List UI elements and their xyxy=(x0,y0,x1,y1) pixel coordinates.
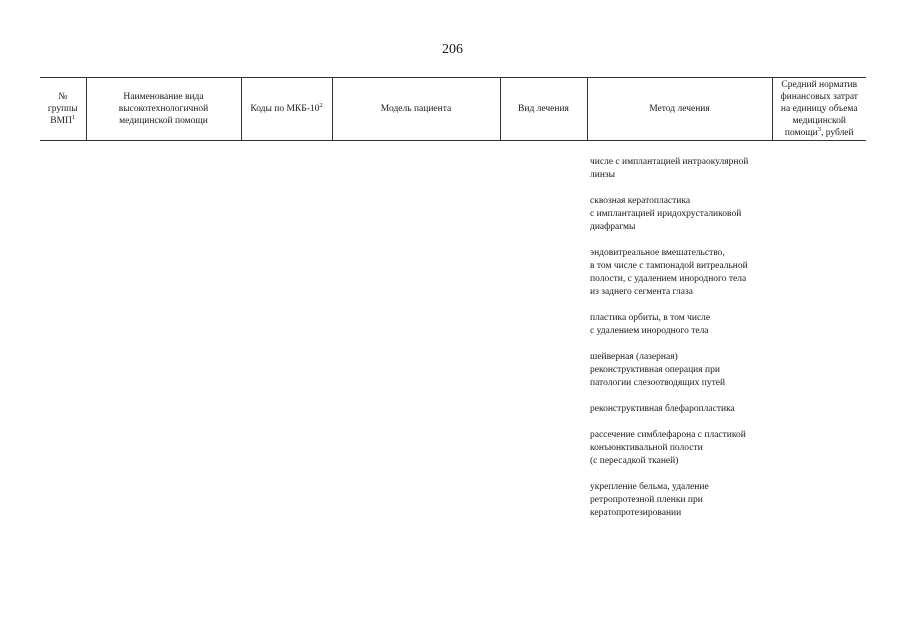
method-item: рассечение симблефарона с пластикой конъюнктивальной полости (с пересадкой тканей) xyxy=(590,430,746,466)
footnote-3-marker: 3 xyxy=(817,125,821,133)
header-vmp-group xyxy=(40,78,86,141)
header-cost-norm-suffix: , рублей xyxy=(820,128,854,138)
method-item: эндовитреальное вмешательство, в том числе с тампонадой витреальной полости, с удалением инородного тела из заднего сегмента глаза xyxy=(590,248,748,297)
footnote-2-marker: 2 xyxy=(319,101,323,109)
method-item: числе с имплантацией интраокулярной линзы xyxy=(590,157,749,180)
header-mkb-codes xyxy=(241,78,332,141)
header-type-name-label: Наименование вида высокотехнологичной медицинской помощи xyxy=(118,92,209,126)
header-patient-model xyxy=(332,78,500,141)
header-vmp-group-label: № группы ВМП xyxy=(47,92,78,126)
header-treatment-type xyxy=(500,78,587,141)
header-row xyxy=(40,78,866,141)
header-treatment-type-label: Вид лечения xyxy=(518,104,569,114)
header-mkb-codes-label: Коды по МКБ-10 xyxy=(250,104,320,114)
method-item: укрепление бельма, удаление ретропротезной пленки при кератопротезировании xyxy=(590,482,709,518)
treatment-methods-list xyxy=(590,156,780,533)
method-item: реконструктивная блефаропластика xyxy=(590,404,735,414)
method-item: шейверная (лазерная) реконструктивная операция при патологии слезоотводящих путей xyxy=(590,352,726,388)
table-header xyxy=(40,77,866,141)
method-item: сквозная кератопластика с имплантацией иридохрусталиковой диафрагмы xyxy=(590,196,742,232)
header-cost-norm-label: Средний норматив финансовых затрат на единицу объема медицинской помощи xyxy=(780,80,858,138)
footnote-1-marker: 1 xyxy=(71,113,76,121)
page-number: 206 xyxy=(442,42,463,57)
header-treatment-method xyxy=(587,78,772,141)
header-patient-model-label: Модель пациента xyxy=(380,104,452,114)
method-item: пластика орбиты, в том числе с удалением инородного тела xyxy=(590,313,711,336)
header-cost-norm xyxy=(772,78,866,141)
header-type-name xyxy=(86,78,241,141)
header-treatment-method-label: Метод лечения xyxy=(649,104,710,114)
